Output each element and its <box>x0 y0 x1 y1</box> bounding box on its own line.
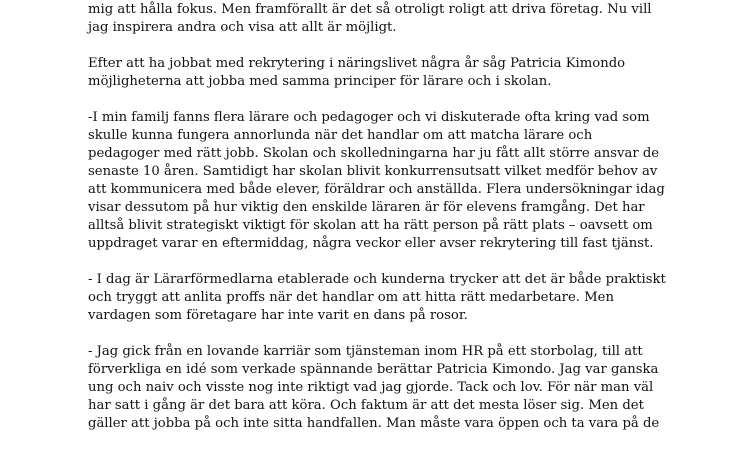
text-line: att kommunicera med både elever, föräldrar och anställda. Flera undersökningar idag <box>88 182 665 197</box>
text-line: och tryggt att anlita proffs när det handlar om att hitta rätt medarbetare. Men <box>88 290 614 305</box>
text-line: alltså blivit strategiskt viktigt för skolan att ha rätt person på rätt plats – oavsett om <box>88 218 653 233</box>
text-line: - I dag är Lärarförmedlarna etablerade och kunderna trycker att det är både praktiskt <box>88 272 666 287</box>
text-line: ung och naiv och visste nog inte riktigt vad jag gjorde. Tack och lov. För när man väl <box>88 380 654 395</box>
paragraph-career <box>88 343 728 433</box>
text-line: skulle kunna fungera annorlunda när det handlar om att matcha lärare och <box>88 128 593 143</box>
text-line: uppdraget varar en eftermiddag, några veckor eller avser rekrytering till fast tjänst. <box>88 236 654 251</box>
paragraph-established <box>88 271 728 325</box>
article-body <box>88 0 728 451</box>
text-line: förverkliga en idé som verkade spännande berättar Patricia Kimondo. Jag var ganska <box>88 362 659 377</box>
text-line: pedagoger med rätt jobb. Skolan och skolledningarna har ju fått allt större ansvar de <box>88 146 660 161</box>
text-line: visar dessutom på hur viktig den enskilde läraren är för elevens framgång. Det har <box>88 200 645 215</box>
text-line: gäller att jobba på och inte sitta handfallen. Man måste vara öppen och ta vara på de <box>88 416 660 431</box>
paragraph-intro-end <box>88 0 728 37</box>
text-line: - Jag gick från en lovande karriär som tjänsteman inom HR på ett storbolag, till att <box>88 344 643 359</box>
text-line: har satt i gång är det bara att köra. Och faktum är att det mesta löser sig. Men det <box>88 398 644 413</box>
text-line: Efter att ha jobbat med rekrytering i näringslivet några år såg Patricia Kimondo <box>88 56 626 71</box>
text-line: jag inspirera andra och visa att allt är möjligt. <box>88 20 397 35</box>
paragraph-recruitment <box>88 55 728 91</box>
paragraph-family-quote <box>88 109 728 253</box>
text-line: vardagen som företagare har inte varit en dans på rosor. <box>88 308 468 323</box>
text-line: mig att hålla fokus. Men framförallt är det så otroligt roligt att driva företag. Nu vill <box>88 2 652 17</box>
text-line: -I min familj fanns flera lärare och pedagoger och vi diskuterade ofta kring vad som <box>88 110 650 125</box>
text-line: möjligheterna att jobba med samma principer för lärare och i skolan. <box>88 74 552 89</box>
text-line: senaste 10 åren. Samtidigt har skolan blivit konkurrensutsatt vilket medför behov av <box>88 164 658 179</box>
